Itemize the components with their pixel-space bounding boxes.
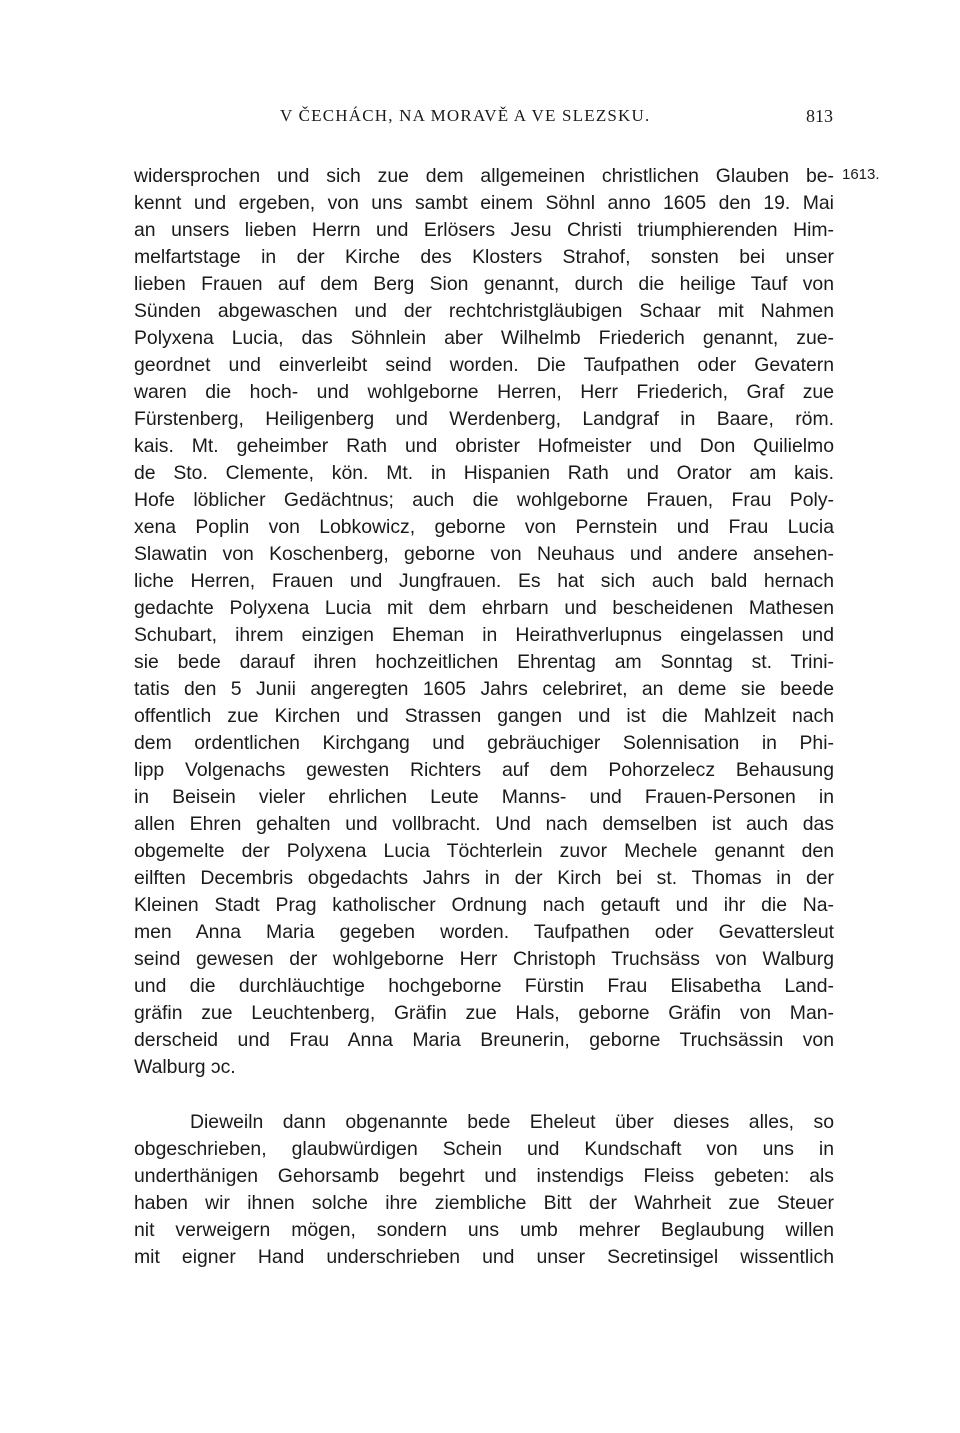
text-line: underthänigen Gehorsamb begehrt und instendigs Fleiss gebeten: als [134,1165,834,1187]
text-line: haben wir ihnen solche ihre ziembliche Bitt der Wahrheit zue Steuer [134,1192,834,1214]
text-line: Dieweiln dann obgenannte bede Eheleut über dieses alles, so [190,1111,834,1133]
text-line: Fürstenberg, Heiligenberg und Werdenberg, Landgraf in Baare, röm. [134,408,834,430]
page-number: 813 [806,106,833,126]
text-line: kennt und ergeben, von uns sambt einem Söhnl anno 1605 den 19. Mai [134,192,834,214]
text-line: men Anna Maria gegeben worden. Taufpathen oder Gevattersleut [134,921,834,943]
text-line: xena Poplin von Lobkowicz, geborne von Pernstein und Frau Lucia [134,516,834,538]
text-line: Slawatin von Koschenberg, geborne von Neuhaus und andere ansehen- [134,543,834,565]
text-line: geordnet und einverleibt seind worden. Die Taufpathen oder Gevatern [134,354,834,376]
text-line: de Sto. Clemente, kön. Mt. in Hispanien Rath und Orator am kais. [134,462,834,484]
text-line: mit eigner Hand underschrieben und unser Secretinsigel wissentlich [134,1246,834,1268]
text-line: lieben Frauen auf dem Berg Sion genannt, durch die heilige Tauf von [134,273,834,295]
text-line: Hofe löblicher Gedächtnus; auch die wohlgeborne Frauen, Frau Poly- [134,489,834,511]
text-line: in Beisein vieler ehrlichen Leute Manns- und Frauen-Personen in [134,786,834,808]
text-line: allen Ehren gehalten und vollbracht. Und nach demselben ist auch das [134,813,834,835]
text-line: kais. Mt. geheimber Rath und obrister Hofmeister und Don Quilielmo [134,435,834,457]
text-line: seind gewesen der wohlgeborne Herr Christoph Truchsäss von Walburg [134,948,834,970]
text-line: obgemelte der Polyxena Lucia Töchterlein zuvor Mechele genannt den [134,840,834,862]
text-line: liche Herren, Frauen und Jungfrauen. Es hat sich auch bald hernach [134,570,834,592]
text-line: eilften Decembris obgedachts Jahrs in der Kirch bei st. Thomas in der [134,867,834,889]
text-line: offentlich zue Kirchen und Strassen gangen und ist die Mahlzeit nach [134,705,834,727]
text-line: waren die hoch- und wohlgeborne Herren, Herr Friederich, Graf zue [134,381,834,403]
text-line: Kleinen Stadt Prag katholischer Ordnung nach getauft und ihr die Na- [134,894,834,916]
text-line: nit verweigern mögen, sondern uns umb mehrer Beglaubung willen [134,1219,834,1241]
text-line: an unsers lieben Herrn und Erlösers Jesu Christi triumphierenden Him- [134,219,834,241]
paragraph [134,1109,834,1271]
text-line: Polyxena Lucia, das Söhnlein aber Wilhelmb Friederich genannt, zue- [134,327,834,349]
text-line: Sünden abgewaschen und der rechtchristgläubigen Schaar mit Nahmen [134,300,834,322]
text-line: lipp Volgenachs gewesten Richters auf dem Pohorzelecz Behausung [134,759,834,781]
text-line: gräfin zue Leuchtenberg, Gräfin zue Hals, geborne Gräfin von Man- [134,1002,834,1024]
text-line: derscheid und Frau Anna Maria Breunerin, geborne Truchsässin von [134,1029,834,1051]
margin-year-note: 1613. [842,166,880,183]
text-line: Walburg ɔc. [134,1056,236,1078]
text-line: gedachte Polyxena Lucia mit dem ehrbarn und bescheidenen Mathesen [134,597,834,619]
text-line: und die durchläuchtige hochgeborne Fürstin Frau Elisabetha Land- [134,975,834,997]
text-line: Schubart, ihrem einzigen Eheman in Heirathverlupnus eingelassen und [134,624,834,646]
text-line: obgeschrieben, glaubwürdigen Schein und Kundschaft von uns in [134,1138,834,1160]
running-title: V ČECHÁCH, NA MORAVĚ A VE SLEZSKU. [280,106,651,125]
text-line: sie bede darauf ihren hochzeitlichen Ehrentag am Sonntag st. Trini- [134,651,834,673]
text-line: widersprochen und sich zue dem allgemeinen christlichen Glauben be- [134,165,834,187]
text-line: dem ordentlichen Kirchgang und gebräuchiger Solennisation in Phi- [134,732,834,754]
text-line: tatis den 5 Junii angeregten 1605 Jahrs celebriret, an deme sie beede [134,678,834,700]
text-line: melfartstage in der Kirche des Klosters Strahof, sonsten bei unser [134,246,834,268]
paragraph [134,163,834,1081]
